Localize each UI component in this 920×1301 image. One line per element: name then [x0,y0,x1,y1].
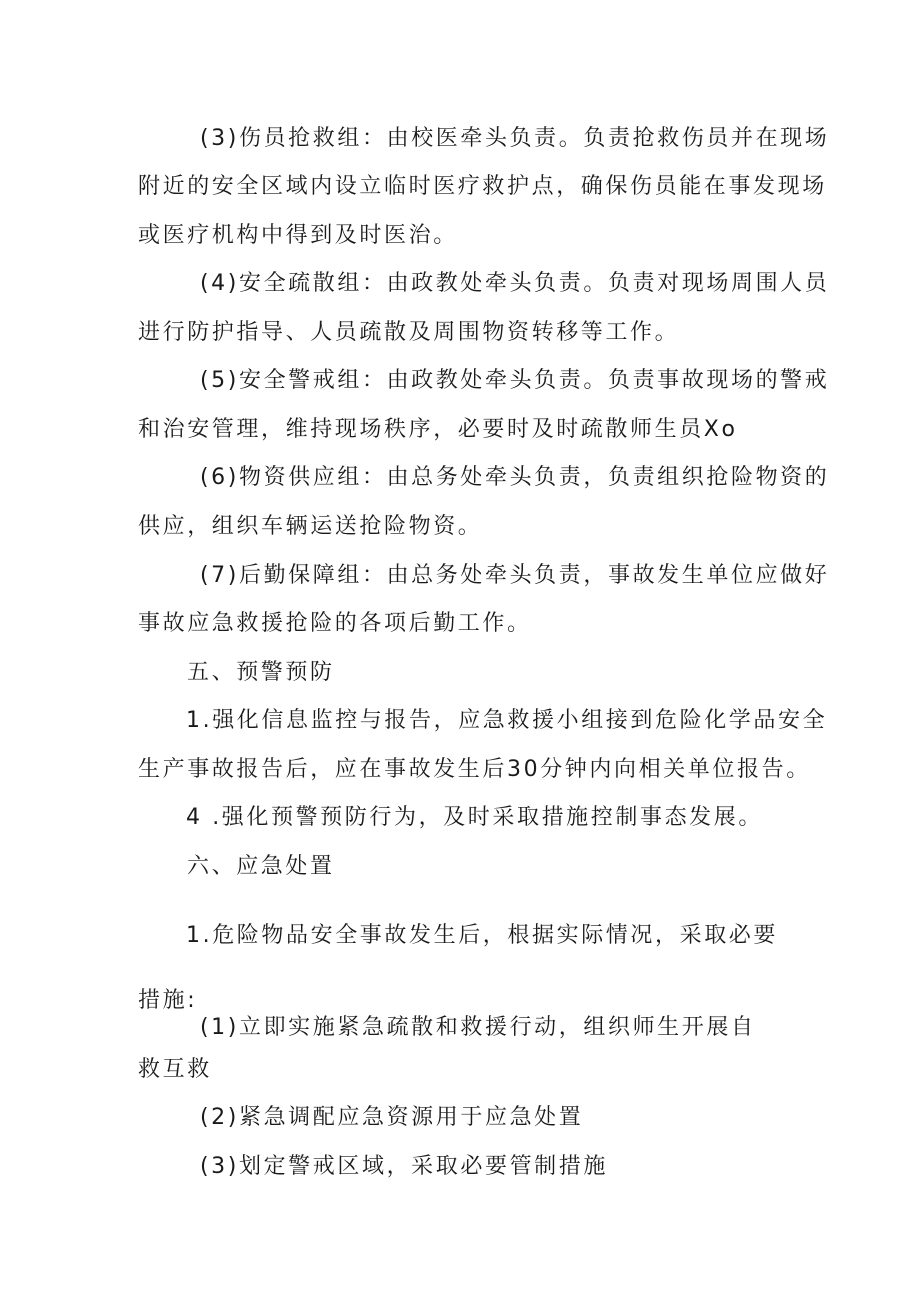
text-line-15: 4 .强化预警预防行为，及时采取措施控制事态发展。 [186,805,763,830]
section-heading-5: 五、预警预防 [187,660,335,685]
text-line-21: (2)紧急调配应急资源用于应急处置 [200,1105,584,1130]
text-line-10: (7)后勤保障组：由总务处牵头负责，事故发生单位应做好 [200,563,830,588]
text-line-22: (3)划定警戒区域，采取必要管制措施 [200,1154,608,1179]
text-line-19: (1)立即实施紧急疏散和救援行动，组织师生开展自 [200,1015,756,1040]
text-line-3: 或医疗机构中得到及时医治。 [138,223,458,248]
text-line-13: 1.强化信息监控与报告，应急救援小组接到危险化学品安全 [186,708,828,733]
text-line-4: (4)安全疏散组：由政教处牵头负责。负责对现场周围人员 [200,271,830,296]
text-line-7: 和治安管理，维持现场秩序，必要时及时疏散师生员Xo [138,417,738,442]
section-heading-6: 六、应急处置 [187,854,335,879]
text-line-18: 措施: [138,988,198,1013]
text-line-9: 供应，组织车辆运送抢险物资。 [138,514,483,539]
text-line-2: 附近的安全区域内设立临时医疗救护点，确保伤员能在事发现场 [138,174,827,199]
text-line-6: (5)安全警戒组：由政教处牵头负责。负责事故现场的警戒 [200,368,830,393]
text-line-5: 进行防护指导、人员疏散及周围物资转移等工作。 [138,320,680,345]
text-line-14: 生产事故报告后，应在事故发生后30分钟内向相关单位报告。 [138,757,811,782]
text-line-20: 救互救 [138,1057,212,1082]
text-line-17: 1.危险物品安全事故发生后，根据实际情况，采取必要 [186,923,778,948]
text-line-1: (3)伤员抢救组：由校医牵头负责。负责抢救伤员并在现场 [200,126,830,151]
text-line-11: 事故应急救援抢险的各项后勤工作。 [138,611,532,636]
text-line-8: (6)物资供应组：由总务处牵头负责，负责组织抢险物资的 [200,465,830,490]
